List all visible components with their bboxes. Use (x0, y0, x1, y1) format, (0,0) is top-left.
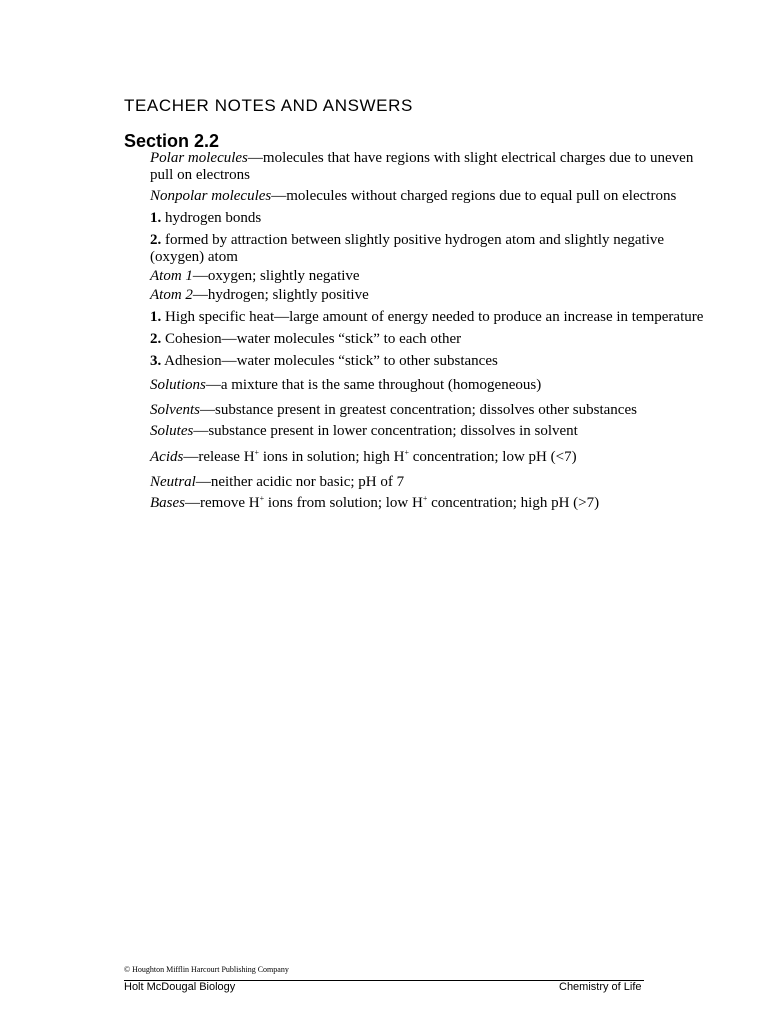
entry-solutions (150, 377, 720, 394)
entry-text: —release H (183, 449, 255, 465)
entry-text: Cohesion—water molecules “stick” to each other (161, 331, 462, 347)
entry-term: Solutes (150, 423, 194, 439)
entry-text: —neither acidic nor basic; pH of 7 (195, 474, 405, 490)
section-heading: Section 2.2 (124, 131, 220, 151)
entry-numbered-2 (150, 232, 720, 266)
entry-polar-molecules (150, 150, 720, 184)
entry-text: Adhesion—water molecules “stick” to other substances (161, 353, 498, 369)
entry-text: High specific heat—large amount of energy needed to produce an increase in temperature (161, 309, 704, 325)
entry-term: Atom 1 (150, 268, 193, 284)
entry-term: Nonpolar molecules (150, 188, 272, 204)
entry-numbered-1 (150, 210, 720, 227)
entry-number: 3. (150, 353, 162, 369)
entry-text: —hydrogen; slightly positive (192, 287, 369, 303)
entry-text: —substance present in lower concentration; dissolves in solvent (193, 423, 578, 439)
superscript-plus: + (259, 494, 265, 503)
entry-text: —molecules that have regions with slight electrical charges due to uneven pull on electrons (150, 150, 694, 183)
entry-term: Solvents (150, 402, 200, 418)
footer-chapter-title: Chemistry of Life (559, 981, 642, 993)
entry-text: ions in solution; high H (259, 449, 405, 465)
entry-number: 2. (150, 232, 162, 248)
entry-text: concentration; high pH (>7) (427, 495, 600, 511)
entry-term: Neutral (150, 474, 196, 490)
entry-text: hydrogen bonds (161, 210, 262, 226)
entry-numbered-3 (150, 353, 720, 370)
entry-text: —molecules without charged regions due to equal pull on electrons (271, 188, 677, 204)
entry-solutes (150, 423, 720, 440)
entry-atom-2 (150, 287, 720, 304)
entry-text: —oxygen; slightly negative (192, 268, 360, 284)
entry-text: —substance present in greatest concentration; dissolves other substances (200, 402, 637, 418)
entry-neutral (150, 474, 720, 491)
entry-term: Acids (150, 449, 184, 465)
entry-acids (150, 449, 720, 466)
entry-term: Solutions (150, 377, 206, 393)
superscript-plus: + (404, 448, 410, 457)
entry-text: concentration; low pH (<7) (409, 449, 577, 465)
entry-term: Bases (150, 495, 185, 511)
entry-nonpolar-molecules (150, 188, 720, 205)
entry-text: ions from solution; low H (264, 495, 423, 511)
page-header-title: TEACHER NOTES AND ANSWERS (124, 96, 413, 115)
entry-term: Atom 2 (150, 287, 193, 303)
entry-bases (150, 495, 720, 512)
entry-term: Polar molecules (150, 150, 248, 166)
entry-atom-1 (150, 268, 720, 285)
entry-numbered-2 (150, 331, 720, 348)
entry-number: 1. (150, 309, 162, 325)
entry-text: formed by attraction between slightly positive hydrogen atom and slightly negative (oxygen) atom (150, 232, 665, 265)
footer-copyright: © Houghton Mifflin Harcourt Publishing Company (124, 965, 289, 974)
entry-text: —a mixture that is the same throughout (homogeneous) (205, 377, 542, 393)
entry-number: 1. (150, 210, 162, 226)
superscript-plus: + (254, 448, 260, 457)
entry-text: —remove H (185, 495, 260, 511)
footer-book-title: Holt McDougal Biology (124, 981, 236, 993)
entry-numbered-1 (150, 309, 720, 326)
entry-number: 2. (150, 331, 162, 347)
superscript-plus: + (422, 494, 428, 503)
answer-list (150, 150, 720, 512)
entry-solvents (150, 402, 720, 419)
